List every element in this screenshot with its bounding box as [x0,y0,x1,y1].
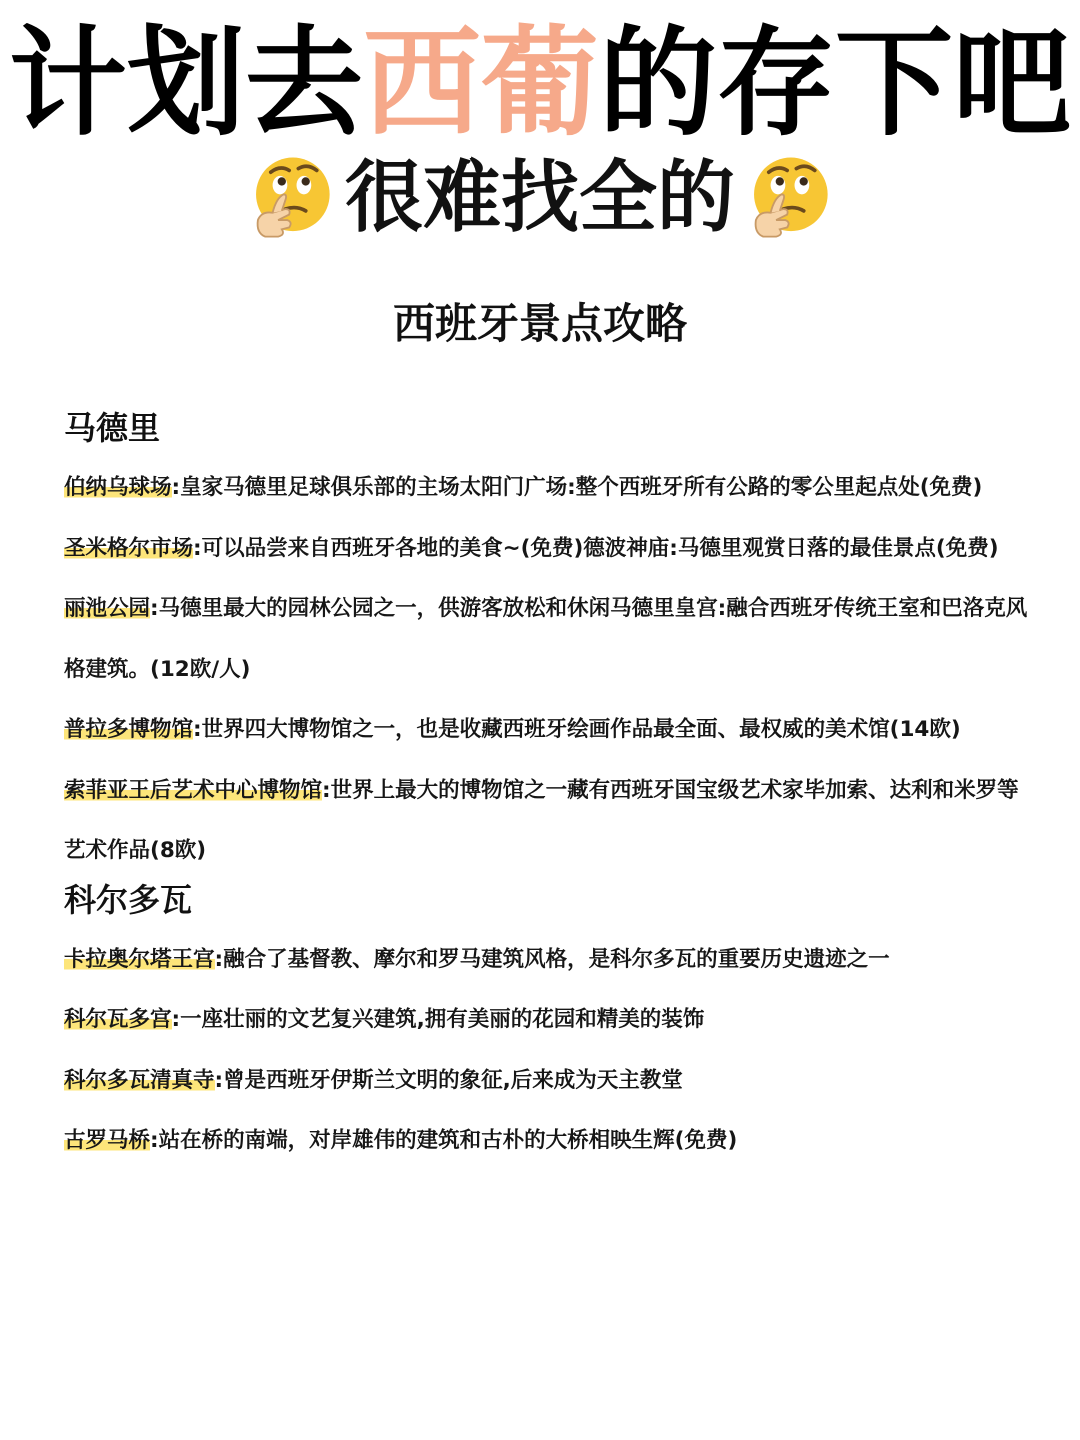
spot-name-highlight: 伯纳乌球场 [64,475,172,500]
spot-description: :世界四大博物馆之一，也是收藏西班牙绘画作品最全面、最权威的美术馆(14欧) [193,717,961,742]
spot-name-highlight: 古罗马桥 [64,1128,151,1153]
spot-name-highlight: 普拉多博物馆 [64,717,194,742]
spot-description: :马德里最大的园林公园之一，供游客放松和休闲马德里皇宫:融合西班牙传统王室和巴洛克风格建筑。(12欧/人) [64,596,1028,682]
spot-description: :世界上最大的博物馆之一藏有西班牙国宝级艺术家毕加索、达利和米罗等艺术作品(8欧) [64,777,1019,863]
spot-name-highlight: 索菲亚王后艺术中心博物馆 [64,777,323,803]
subtitle-text: 很难找全的 [344,153,735,243]
spot-entry [64,761,1034,882]
spot-entry [64,1051,1034,1112]
title-line-2 [0,150,1080,246]
section-madrid [64,404,1034,882]
spot-name-highlight: 卡拉奥尔塔王宫 [64,946,215,972]
spot-entry [64,458,1034,519]
spot-description: :可以品尝来自西班牙各地的美食~(免费)德波神庙:马德里观赏日落的最佳景点(免费) [193,535,999,561]
spot-entry [64,1111,1034,1172]
title-accent-text: 西葡 [362,14,599,152]
spot-entry [64,519,1034,580]
spot-name-highlight: 科尔瓦多宫 [64,1007,172,1032]
section-heading: 马德里 [64,409,161,447]
thinking-face-icon [245,152,337,244]
section-heading: 科尔多瓦 [64,880,193,919]
spot-description: :融合了基督教、摩尔和罗马建筑风格，是科尔多瓦的重要历史遗迹之一 [214,946,890,972]
spot-entry [64,990,1034,1051]
section-cordoba [64,876,1034,1172]
guide-content [64,404,1034,1172]
thinking-face-icon [743,152,835,244]
spot-description: :皇家马德里足球俱乐部的主场太阳门广场:整个西班牙所有公路的零公里起点处(免费) [171,475,983,500]
title-text-start: 计划去 [8,14,363,152]
title-line-1 [0,14,1080,152]
spot-description: :一座壮丽的文艺复兴建筑,拥有美丽的花园和精美的装饰 [171,1007,705,1032]
spot-name-highlight: 圣米格尔市场 [64,535,194,561]
spot-name-highlight: 科尔多瓦清真寺 [64,1067,215,1093]
spot-entry [64,579,1034,700]
spot-name-highlight: 丽池公园 [64,596,151,621]
page-heading: 西班牙景点攻略 [392,299,687,348]
spot-description: :曾是西班牙伊斯兰文明的象征,后来成为天主教堂 [214,1067,683,1093]
title-text-end: 的存下吧 [599,14,1072,152]
spot-entry [64,930,1034,991]
spot-entry [64,700,1034,761]
spot-description: :站在桥的南端，对岸雄伟的建筑和古朴的大桥相映生辉(免费) [150,1128,738,1153]
